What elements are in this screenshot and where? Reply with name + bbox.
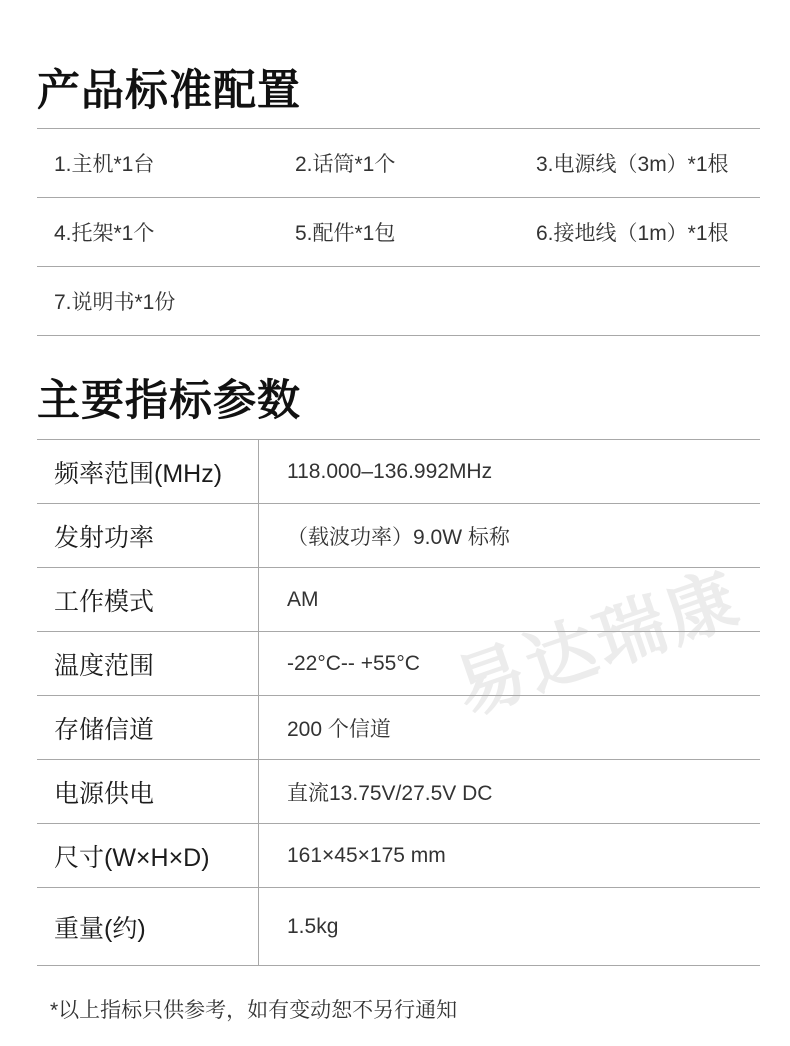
config-list-item: 3.电源线（3m）*1根 — [536, 153, 729, 176]
spec-table-row — [37, 696, 760, 760]
spec-table-row — [37, 568, 760, 632]
spec-value: 118.000–136.992MHz — [287, 459, 493, 483]
spec-value: -22°C-- +55°C — [287, 651, 420, 675]
config-list-item: 5.配件*1包 — [295, 222, 396, 245]
spec-value: （载波功率）9.0W 标称 — [287, 525, 510, 549]
config-list-item: 1.主机*1台 — [54, 153, 155, 176]
config-list-row — [37, 267, 760, 336]
spec-label: 电源供电 — [37, 760, 259, 823]
spec-label: 温度范围 — [37, 632, 259, 695]
config-list-item: 2.话筒*1个 — [295, 153, 396, 176]
spec-table-row — [37, 504, 760, 568]
config-list-item: 4.托架*1个 — [54, 222, 155, 245]
spec-value: 1.5kg — [287, 914, 339, 938]
standard-configuration-title: 产品标准配置 — [37, 0, 760, 129]
spec-value: 直流13.75V/27.5V DC — [287, 781, 493, 805]
spec-table-row — [37, 760, 760, 824]
spec-value: AM — [287, 587, 319, 611]
main-specifications-section — [37, 336, 760, 966]
spec-label: 重量(约) — [37, 888, 259, 965]
spec-label: 存储信道 — [37, 696, 259, 759]
spec-table-row — [37, 440, 760, 504]
config-list-item: 6.接地线（1m）*1根 — [536, 222, 729, 245]
main-specifications-title: 主要指标参数 — [37, 336, 760, 440]
config-list-row — [37, 198, 760, 267]
spec-table-row — [37, 888, 760, 966]
brand-watermark: 易达瑞康 — [445, 558, 751, 729]
spec-value: 161×45×175 mm — [287, 843, 446, 867]
spec-label: 频率范围(MHz) — [37, 440, 259, 503]
spec-label: 工作模式 — [37, 568, 259, 631]
spec-table — [37, 440, 760, 966]
spec-label: 尺寸(W×H×D) — [37, 824, 259, 887]
disclaimer-footnote: *以上指标只供参考，如有变动恕不另行通知 — [50, 999, 458, 1022]
spec-label: 发射功率 — [37, 504, 259, 567]
config-list-row — [37, 129, 760, 198]
spec-table-row — [37, 632, 760, 696]
spec-table-row — [37, 824, 760, 888]
standard-configuration-section — [37, 0, 760, 336]
spec-value: 200 个信道 — [287, 717, 391, 741]
configuration-list — [37, 129, 760, 336]
config-list-item: 7.说明书*1份 — [54, 291, 176, 314]
